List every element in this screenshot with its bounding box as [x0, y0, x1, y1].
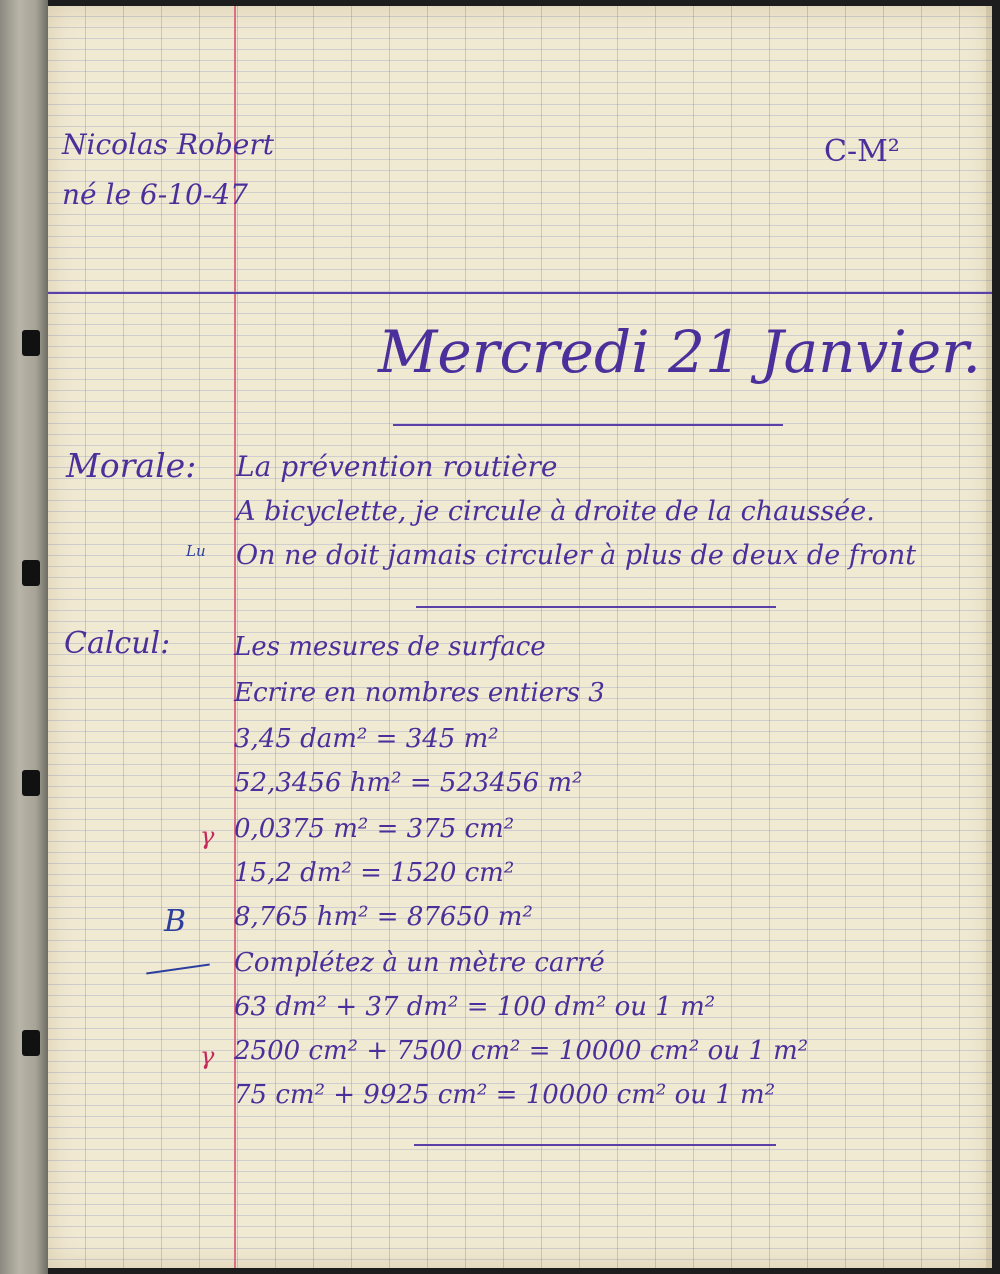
calculation-line: 8,765 hm² = 87650 m²	[234, 902, 533, 932]
morale-underline	[416, 606, 776, 608]
morale-line: On ne doit jamais circuler à plus de deux de front	[236, 540, 917, 571]
calculation-line: 75 cm² + 9925 cm² = 10000 cm² ou 1 m²	[234, 1080, 776, 1110]
correction-mark: γ	[200, 1042, 215, 1070]
calculation-line: 0,0375 m² = 375 cm²	[234, 814, 515, 844]
date-underline	[393, 424, 783, 426]
correction-mark: γ	[200, 822, 215, 850]
calcul-underline	[414, 1144, 776, 1146]
read-mark: Lu	[186, 542, 206, 560]
calcul-label: Calcul:	[64, 626, 171, 661]
morale-label: Morale:	[66, 446, 197, 485]
spine-hole	[22, 1030, 40, 1056]
calculation-line: 52,3456 hm² = 523456 m²	[234, 768, 583, 798]
spine-hole	[22, 330, 40, 356]
notebook-spine	[0, 0, 48, 1274]
calculation-line: 3,45 dam² = 345 m²	[234, 724, 499, 754]
header-divider	[48, 292, 992, 294]
calculation-line: 15,2 dm² = 1520 cm²	[234, 858, 515, 888]
student-name: Nicolas Robert	[62, 128, 274, 161]
grade-mark: B	[164, 904, 187, 939]
exercise-instruction: Complétez à un mètre carré	[234, 948, 605, 978]
notebook-page	[48, 6, 992, 1268]
class-label: C-M²	[824, 134, 900, 169]
calcul-title: Les mesures de surface	[234, 632, 546, 662]
calculation-line: 63 dm² + 37 dm² = 100 dm² ou 1 m²	[234, 992, 716, 1022]
page-edge	[986, 6, 992, 1268]
morale-title: La prévention routière	[236, 450, 558, 483]
birth-line: né le 6-10-47	[62, 178, 248, 211]
spine-hole	[22, 560, 40, 586]
morale-line: A bicyclette, je circule à droite de la chaussée.	[236, 496, 875, 527]
exercise-instruction: Ecrire en nombres entiers 3	[234, 678, 605, 708]
calculation-line: 2500 cm² + 7500 cm² = 10000 cm² ou 1 m²	[234, 1036, 809, 1066]
spine-hole	[22, 770, 40, 796]
correction-stroke	[146, 964, 210, 975]
date-title: Mercredi 21 Janvier.	[378, 318, 981, 386]
